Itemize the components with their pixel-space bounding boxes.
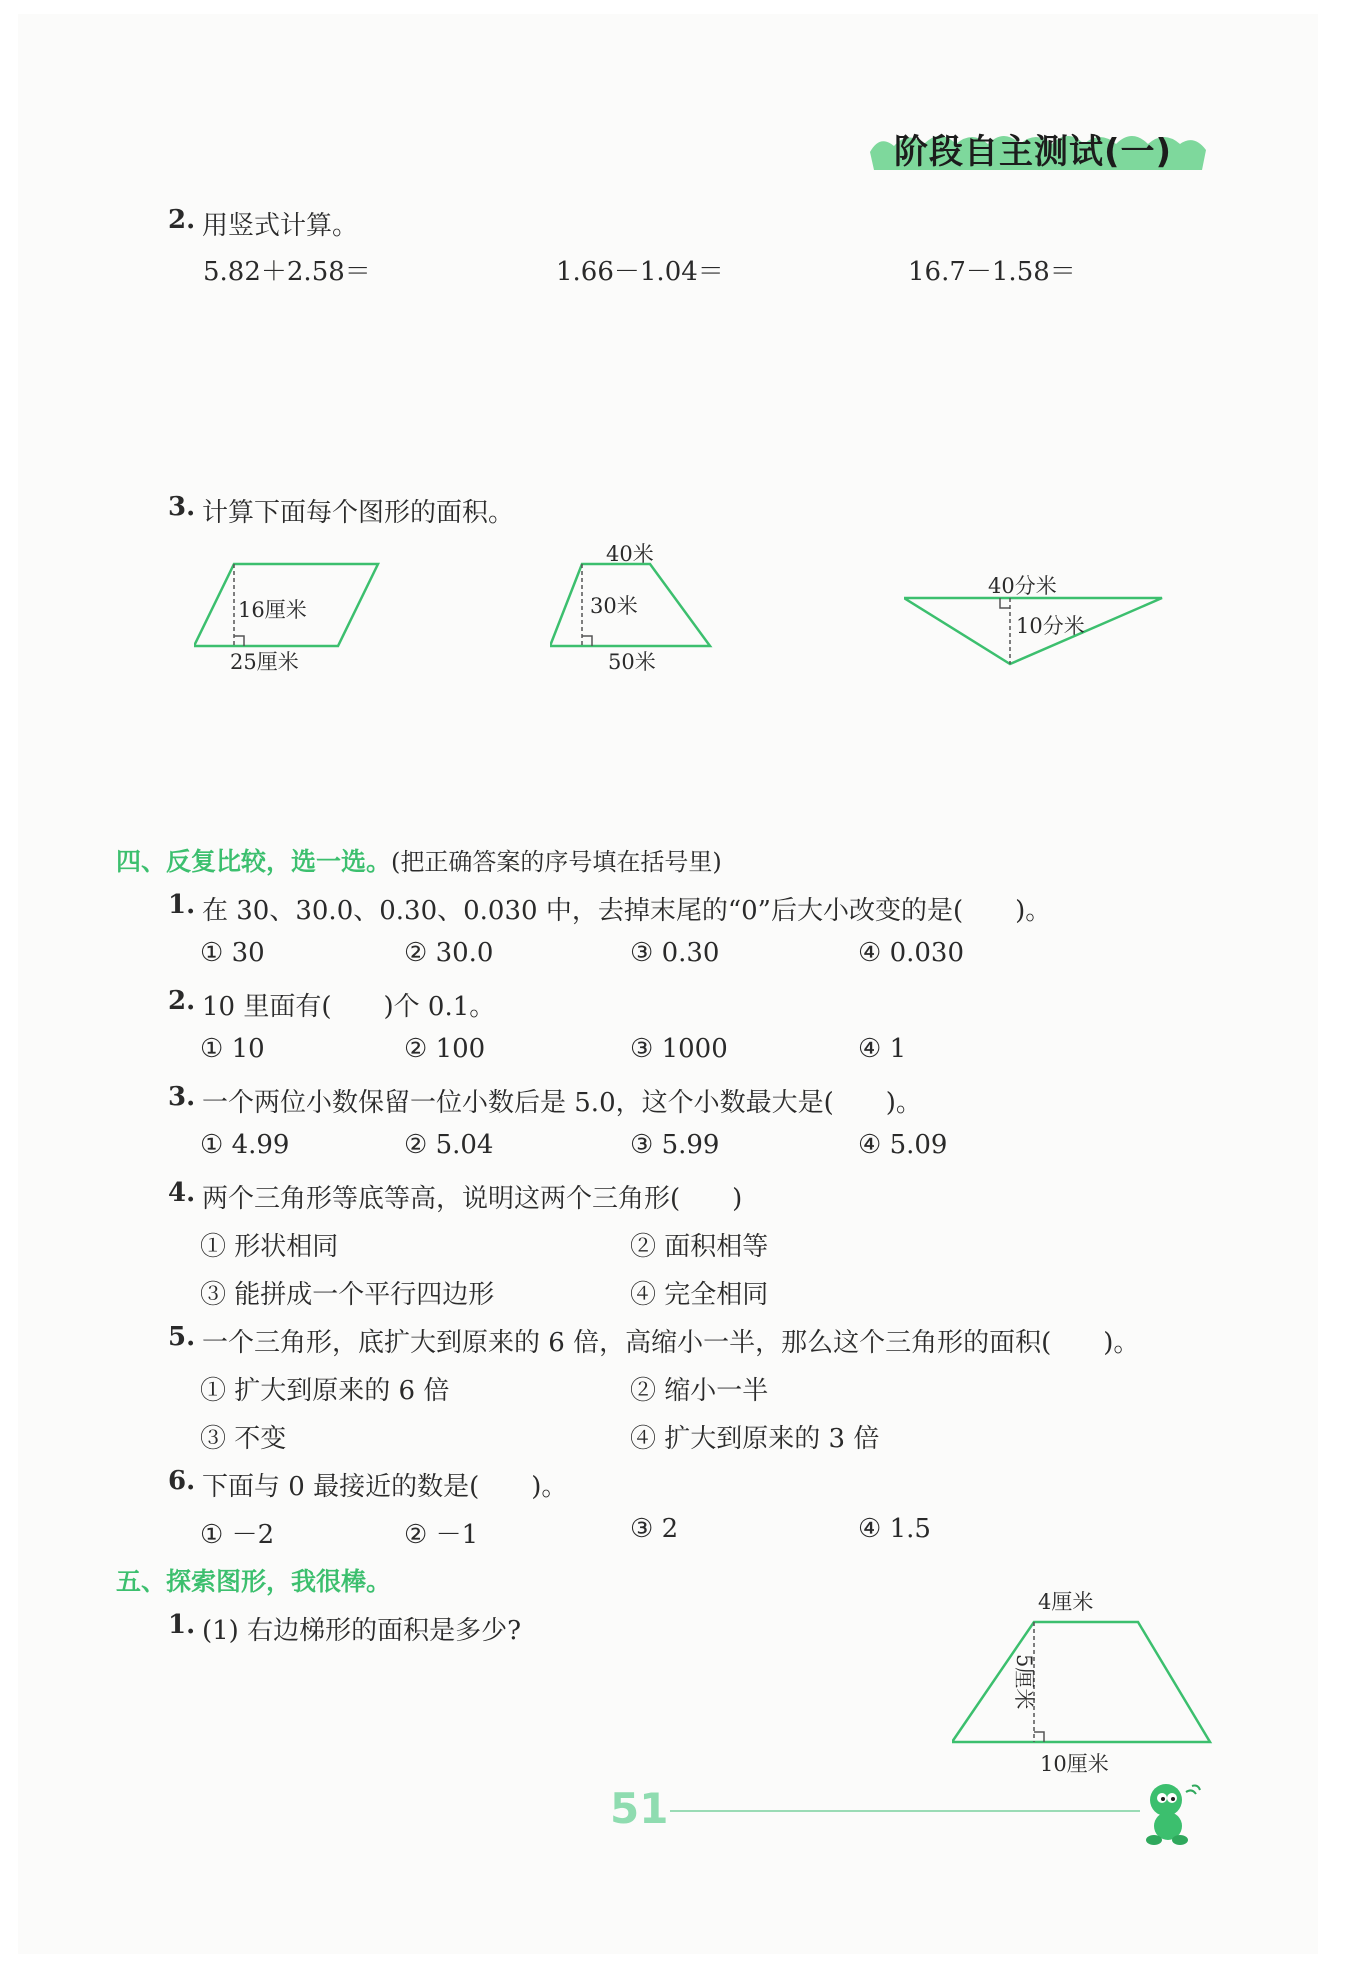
s4-q5-number: 5. bbox=[168, 1322, 196, 1352]
s4-q5-option: ③ 不变 bbox=[200, 1424, 287, 1454]
fig2-bottom-label: 50米 bbox=[608, 650, 656, 674]
page-number: 51 bbox=[610, 1784, 669, 1833]
fig3-base-label: 40分米 bbox=[988, 574, 1057, 598]
s4-q1-option: ① 30 bbox=[200, 938, 265, 968]
s4-q5-option: ① 扩大到原来的 6 倍 bbox=[200, 1376, 450, 1406]
s5-fig-top-label: 4厘米 bbox=[1038, 1590, 1094, 1614]
s4-q5-text: 一个三角形，底扩大到原来的 6 倍，高缩小一半，那么这个三角形的面积( )。 bbox=[202, 1328, 1140, 1358]
s4-q4-option: ② 面积相等 bbox=[630, 1232, 769, 1262]
s4-q3-option: ④ 5.09 bbox=[858, 1130, 948, 1160]
s4-q6-option: ③ 2 bbox=[630, 1514, 679, 1544]
s5-q1-number: 1. bbox=[168, 1610, 196, 1640]
s4-q1-option: ④ 0.030 bbox=[858, 938, 965, 968]
s4-q1-number: 1. bbox=[168, 890, 196, 920]
s4-q5-option: ④ 扩大到原来的 3 倍 bbox=[630, 1424, 880, 1454]
s5-fig-height-label: 5厘米 bbox=[1012, 1654, 1036, 1710]
s4-q2-text: 10 里面有( )个 0.1。 bbox=[202, 992, 496, 1022]
q2-expr-1: 5.82＋2.58＝ bbox=[203, 257, 371, 287]
section4-title: 四、反复比较，选一选。(把正确答案的序号填在括号里) bbox=[116, 847, 722, 876]
fig1-height-label: 16厘米 bbox=[238, 598, 307, 622]
section5-title: 五、探索图形，我很棒。 bbox=[116, 1567, 392, 1596]
s4-q5-option: ② 缩小一半 bbox=[630, 1376, 769, 1406]
s5-fig-bottom-label: 10厘米 bbox=[1040, 1752, 1109, 1776]
q2-number: 2. bbox=[168, 205, 196, 235]
s4-q2-option: ④ 1 bbox=[858, 1034, 907, 1064]
s4-q1-option: ③ 0.30 bbox=[630, 938, 720, 968]
mascot-icon bbox=[1136, 1778, 1216, 1848]
s4-q2-option: ① 10 bbox=[200, 1034, 265, 1064]
s4-q2-number: 2. bbox=[168, 986, 196, 1016]
worksheet-page bbox=[18, 14, 1318, 1954]
s4-q4-option: ③ 能拼成一个平行四边形 bbox=[200, 1280, 495, 1310]
s4-q1-option: ② 30.0 bbox=[404, 938, 494, 968]
fig2-top-label: 40米 bbox=[606, 542, 654, 566]
s4-q4-option: ④ 完全相同 bbox=[630, 1280, 769, 1310]
s4-q3-number: 3. bbox=[168, 1082, 196, 1112]
footer-rule bbox=[670, 1810, 1140, 1812]
s4-q3-option: ② 5.04 bbox=[404, 1130, 494, 1160]
s5-trapezoid-figure bbox=[952, 1614, 1214, 1764]
s4-q1-text: 在 30、30.0、0.30、0.030 中，去掉末尾的“0”后大小改变的是( )。 bbox=[202, 896, 1052, 926]
q2-expr-3: 16.7－1.58＝ bbox=[908, 257, 1076, 287]
fig2-height-label: 30米 bbox=[590, 594, 638, 618]
s4-q6-text: 下面与 0 最接近的数是( )。 bbox=[202, 1472, 568, 1502]
s4-q6-option: ④ 1.5 bbox=[858, 1514, 931, 1544]
q3-number: 3. bbox=[168, 492, 196, 522]
s4-q6-option: ② －1 bbox=[404, 1520, 479, 1550]
q2-expr-2: 1.66－1.04＝ bbox=[556, 257, 724, 287]
section4-note: (把正确答案的序号填在括号里) bbox=[391, 848, 722, 876]
q2-text: 用竖式计算。 bbox=[202, 211, 359, 241]
s4-q2-option: ② 100 bbox=[404, 1034, 486, 1064]
page-title: 阶段自主测试(一) bbox=[894, 132, 1173, 172]
fig3-height-label: 10分米 bbox=[1016, 614, 1085, 638]
s4-q2-option: ③ 1000 bbox=[630, 1034, 728, 1064]
s5-q1-text: (1) 右边梯形的面积是多少? bbox=[202, 1616, 522, 1646]
s4-q4-text: 两个三角形等底等高，说明这两个三角形( ) bbox=[202, 1184, 743, 1214]
s4-q4-number: 4. bbox=[168, 1178, 196, 1208]
s4-q3-text: 一个两位小数保留一位小数后是 5.0，这个小数最大是( )。 bbox=[202, 1088, 922, 1118]
s4-q4-option: ① 形状相同 bbox=[200, 1232, 339, 1262]
fig1-base-label: 25厘米 bbox=[230, 650, 299, 674]
q3-text: 计算下面每个图形的面积。 bbox=[202, 498, 515, 528]
s4-q3-option: ③ 5.99 bbox=[630, 1130, 720, 1160]
s4-q3-option: ① 4.99 bbox=[200, 1130, 290, 1160]
s4-q6-number: 6. bbox=[168, 1466, 196, 1496]
s4-q6-option: ① －2 bbox=[200, 1520, 275, 1550]
